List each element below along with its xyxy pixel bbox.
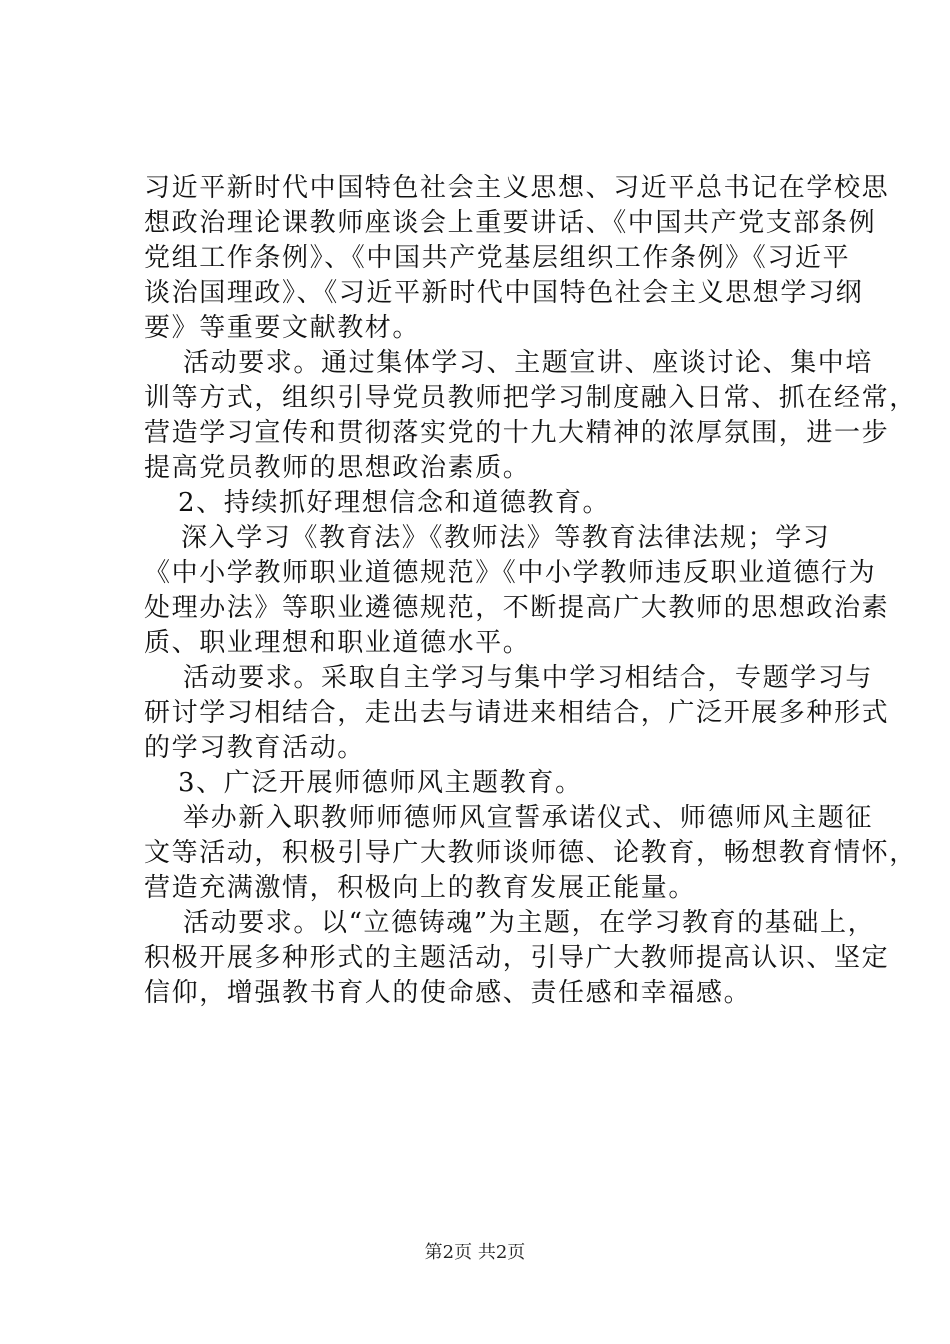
- section-heading: 3、广泛开展师德师风主题教育。: [178, 768, 583, 798]
- body-text-line: 信仰，增强教书育人的使命感、责任感和幸福感。: [144, 978, 752, 1008]
- body-text-line: 营造充满激情，积极向上的教育发展正能量。: [144, 873, 697, 903]
- page-footer: 第2页 共2页: [424, 1242, 526, 1263]
- body-text-line: 的学习教育活动。: [144, 733, 365, 763]
- body-text-line: 营造学习宣传和贯彻落实党的十九大精神的浓厚氛围，进一步: [144, 418, 890, 448]
- body-text-line: 《中小学教师职业道德规范》《中小学教师违反职业道德行为: [144, 558, 877, 588]
- paragraph-first-line: 活动要求。采取自主学习与集中学习相结合，专题学习与: [183, 663, 874, 693]
- paragraph-first-line: 举办新入职教师师德师风宣誓承诺仪式、师德师风主题征: [183, 803, 874, 833]
- body-text-line: 想政治理论课教师座谈会上重要讲话、《中国共产党支部条例: [144, 208, 877, 238]
- body-text-line: 研讨学习相结合，走出去与请进来相结合，广泛开展多种形式: [144, 698, 890, 728]
- body-text-line: 处理办法》等职业遴德规范，不断提高广大教师的思想政治素: [144, 593, 890, 623]
- body-text-line: 文等活动，积极引导广大教师谈师德、论教育，畅想教育情怀，: [144, 838, 917, 868]
- body-text-line: 要》等重要文献教材。: [144, 313, 421, 343]
- body-text-line: 习近平新时代中国特色社会主义思想、习近平总书记在学校思: [144, 173, 890, 203]
- body-text-line: 积极开展多种形式的主题活动，引导广大教师提高认识、坚定: [144, 943, 890, 973]
- body-text-line: 提高党员教师的思想政治素质。: [144, 453, 531, 483]
- section-heading: 2、持续抓好理想信念和道德教育。: [178, 488, 611, 518]
- body-text-line: 训等方式，组织引导党员教师把学习制度融入日常、抓在经常，: [144, 383, 917, 413]
- paragraph-first-line: 活动要求。以“立德铸魂”为主题，在学习教育的基础上，: [183, 908, 876, 938]
- body-text-line: 质、职业理想和职业道德水平。: [144, 628, 531, 658]
- paragraph-first-line: 活动要求。通过集体学习、主题宣讲、座谈讨论、集中培: [183, 348, 874, 378]
- paragraph-first-line: 深入学习《教育法》《教师法》等教育法律法规；学习: [181, 523, 831, 553]
- body-text-line: 谈治国理政》、《习近平新时代中国特色社会主义思想学习纲: [144, 278, 864, 308]
- body-text-line: 党组工作条例》、《中国共产党基层组织工作条例》《习近平: [144, 243, 851, 273]
